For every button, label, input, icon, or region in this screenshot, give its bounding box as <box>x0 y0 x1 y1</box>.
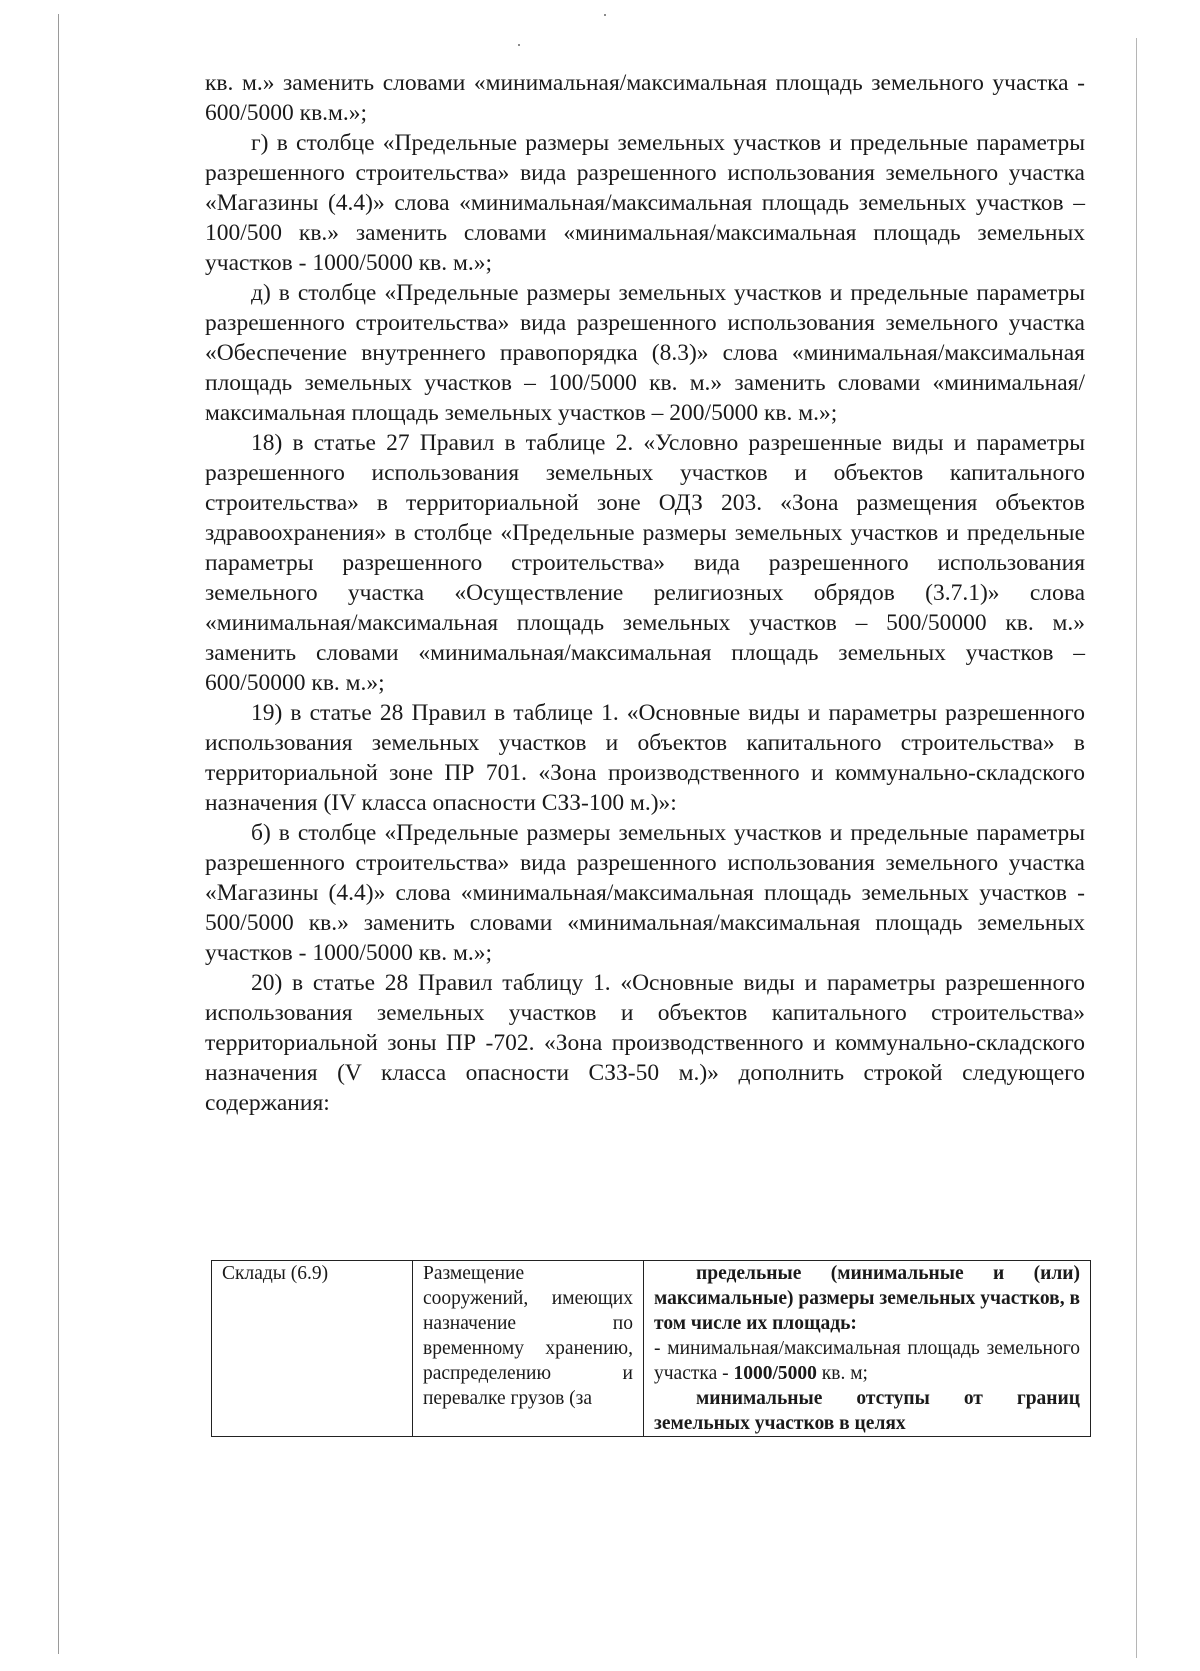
scan-left-edge <box>58 14 59 1654</box>
scan-speck <box>604 14 606 16</box>
paragraph-d: д) в столбце «Предельные размеры земельных участков и предельные параметры разрешенного строительства» вида разрешенного использования земельного участка «Обеспечение внутреннего правопорядка (8.3)» слова «минимальная/максимальная площадь земельных участков – 100/5000 кв. м.» заменить словами «минимальная/максимальная площадь земельных участков – 200/5000 кв. м.»; <box>205 280 1085 426</box>
document-body <box>205 68 1085 1118</box>
parameters-tail: минимальные отступы от границ земельных участков в целях <box>654 1388 1080 1434</box>
paragraph-18: 18) в статье 27 Правил в таблице 2. «Условно разрешенные виды и параметры разрешенного использования земельных участков и объектов капитального строительства» в территориальной зоне ОДЗ 203. «Зона размещения объектов здравоохранения» в столбце «Предельные размеры земельных участков и предельные параметры разрешенного строительства» вида разрешенного использования земельного участка «Осуществление религиозных обрядов (3.7.1)» слова «минимальная/максимальная площадь земельных участков – 500/50000 кв. м.» заменить словами «минимальная/максимальная площадь земельных участков – 600/50000 кв. м.»; <box>205 430 1085 696</box>
cell-use-type <box>212 1261 413 1437</box>
insert-table <box>211 1260 1091 1437</box>
scan-right-edge <box>1136 38 1137 1658</box>
parameters-item-suffix: кв. м; <box>816 1363 868 1384</box>
scan-speck <box>518 44 520 46</box>
parameters-heading: предельные (минимальные и (или) максимальные) размеры земельных участков, в том числе их площадь: <box>654 1263 1080 1334</box>
parameters-item-value: 1000/5000 <box>733 1363 817 1384</box>
use-type-label: Склады (6.9) <box>222 1263 329 1284</box>
paragraph-b: б) в столбце «Предельные размеры земельных участков и предельные параметры разрешенного строительства» вида разрешенного использования земельного участка «Магазины (4.4)» слова «минимальная/максимальная площадь земельных участков - 500/5000 кв.» заменить словами «минимальная/максимальная площадь земельных участков - 1000/5000 кв. м.»; <box>205 820 1085 966</box>
use-description: Размещение сооружений, имеющих назначение по временному хранению, распределению и перевалке грузов (за <box>423 1263 633 1409</box>
paragraph-continuation: кв. м.» заменить словами «минимальная/максимальная площадь земельного участка - 600/5000 кв.м.»; <box>205 70 1085 126</box>
paragraph-19: 19) в статье 28 Правил в таблице 1. «Основные виды и параметры разрешенного использования земельных участков и объектов капитального строительства» в территориальной зоне ПР 701. «Зона производственного и коммунально-складского назначения (IV класса опасности СЗЗ-100 м.)»: <box>205 700 1085 816</box>
paragraph-g: г) в столбце «Предельные размеры земельных участков и предельные параметры разрешенного строительства» вида разрешенного использования земельного участка «Магазины (4.4)» слова «минимальная/максимальная площадь земельных участков – 100/500 кв.» заменить словами «минимальная/максимальная площадь земельных участков - 1000/5000 кв. м.»; <box>205 130 1085 276</box>
table-row <box>212 1261 1091 1437</box>
cell-parameters <box>644 1261 1091 1437</box>
paragraph-20: 20) в статье 28 Правил таблицу 1. «Основные виды и параметры разрешенного использования земельных участков и объектов капитального строительства» территориальной зоны ПР -702. «Зона производственного и коммунально-складского назначения (V класса опасности СЗЗ-50 м.)» дополнить строкой следующего содержания: <box>205 970 1085 1116</box>
cell-description <box>413 1261 644 1437</box>
parameters-item-prefix: - минимальная/максимальная площадь земельного участка - <box>654 1338 1080 1384</box>
